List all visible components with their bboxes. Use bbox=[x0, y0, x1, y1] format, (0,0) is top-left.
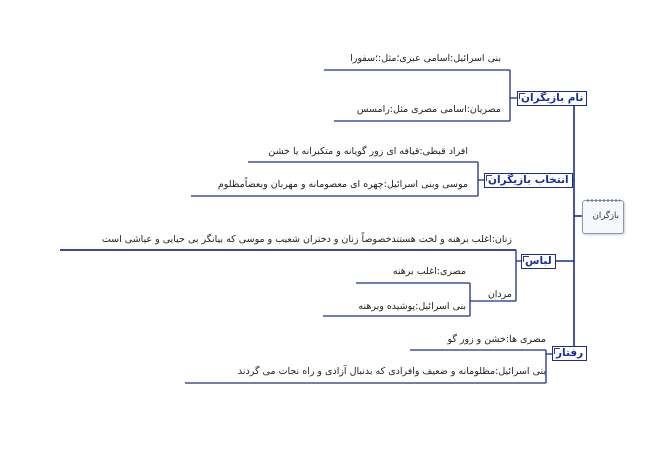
topic-clothing[interactable] bbox=[521, 254, 556, 269]
leaf-egyptian-men: مصری:اغلب برهنه bbox=[392, 266, 466, 277]
topic-label: رفتار bbox=[556, 347, 584, 359]
root-label: بازگران bbox=[592, 211, 619, 221]
collapse-icon bbox=[523, 256, 529, 262]
collapse-icon bbox=[486, 175, 492, 181]
leaf-egyptian-behavior: مصری ها:خشن و زور گو bbox=[447, 334, 546, 345]
topic-actor-selection[interactable] bbox=[484, 173, 573, 188]
leaf-women-clothing: زنان:اغلب برهنه و لخت هستندخصوصاً زنان و دختران شعیب و موسی که بیانگر بی حیایی و عیاشی است bbox=[101, 234, 512, 245]
topic-label: انتخاب بازیگران bbox=[488, 174, 569, 186]
root-node[interactable] bbox=[582, 200, 624, 234]
topic-label: لباس bbox=[525, 255, 552, 267]
leaf-israelite-names: بنی اسرائیل:اسامی عبری؛مثل:؛سفورا bbox=[350, 53, 501, 64]
notebook-rings-icon bbox=[586, 198, 620, 203]
leaf-coptic-faces: افراد قبطی:قیافه ای زور گویانه و متکبرانه یا خشن bbox=[268, 146, 468, 157]
leaf-israelite-men: بنی اسرائیل:پوشیده وبرهنه bbox=[358, 301, 466, 312]
collapse-icon bbox=[554, 348, 560, 354]
topic-label: نام بازیگران bbox=[521, 92, 584, 104]
leaf-men-clothing: مردان bbox=[487, 289, 512, 300]
topic-behavior[interactable] bbox=[552, 346, 587, 361]
leaf-israelite-faces: موسی وبنی اسرائیل:چهره ای معصومانه و مهربان وبعضاًمظلوم bbox=[217, 179, 468, 190]
leaf-egyptian-names: مصریان:اسامی مصری مثل:رامسس bbox=[356, 104, 501, 115]
collapse-icon bbox=[519, 93, 525, 99]
leaf-israelite-behavior: بنی اسرائیل:مظلومانه و ضعیف وافرادی که بدنبال آزادی و راه نجات می گردند bbox=[237, 366, 546, 377]
topic-actor-names[interactable] bbox=[517, 91, 587, 106]
